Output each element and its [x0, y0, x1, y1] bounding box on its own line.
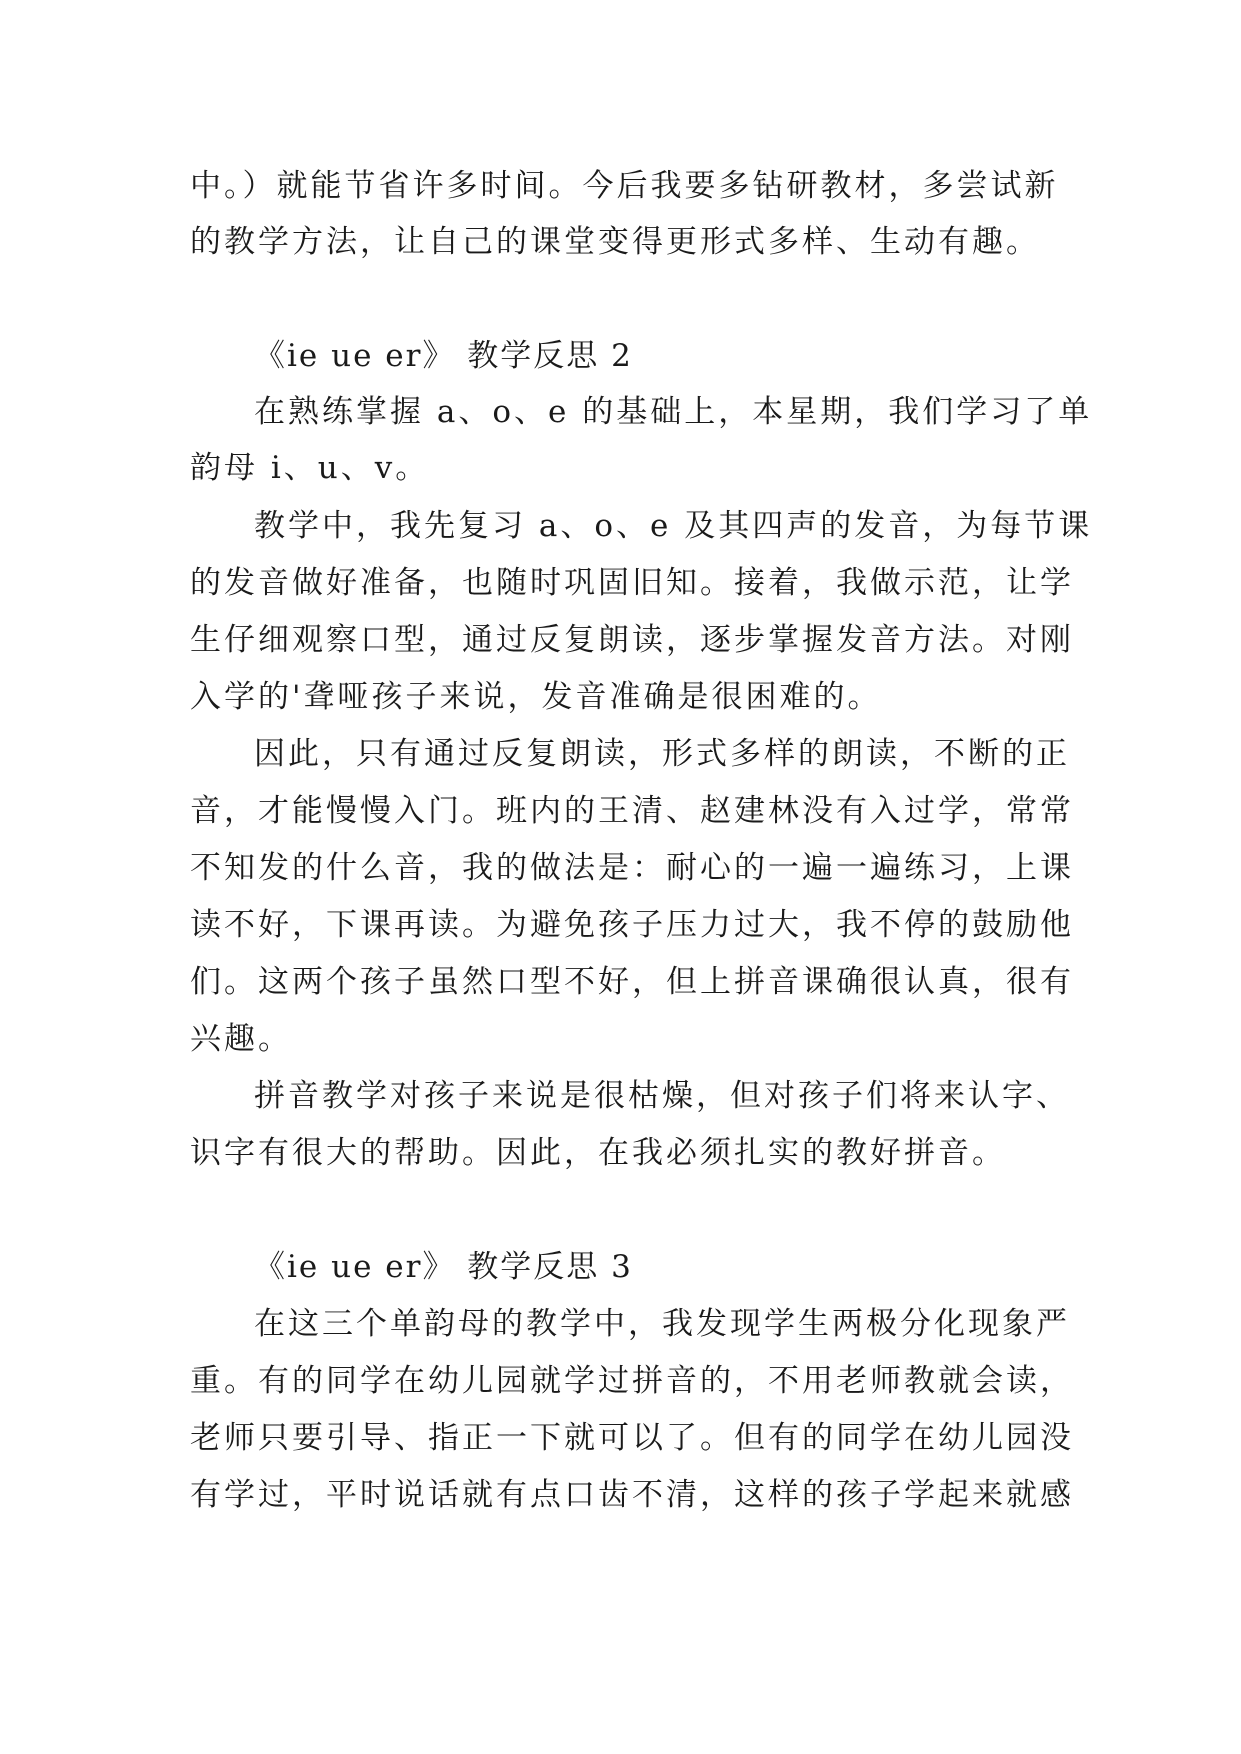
paragraph-first-line: 在熟练掌握 a、o、e 的基础上，本星期，我们学习了单 — [254, 394, 1093, 430]
text-line: 读不好，下课再读。为避免孩子压力过大，我不停的鼓励他 — [190, 907, 1074, 943]
paragraph-first-line: 因此，只有通过反复朗读，形式多样的朗读，不断的正 — [254, 736, 1070, 772]
text-line: 中。）就能节省许多时间。今后我要多钻研教材，多尝试新 — [190, 168, 1059, 204]
text-line: 有学过，平时说话就有点口齿不清，这样的孩子学起来就感 — [190, 1477, 1074, 1513]
text-line: 兴趣。 — [190, 1021, 292, 1057]
paragraph-first-line: 拼音教学对孩子来说是很枯燥，但对孩子们将来认字、 — [254, 1078, 1070, 1114]
text-line: 入学的'聋哑孩子来说，发音准确是很困难的。 — [190, 679, 882, 715]
paragraph-first-line: 教学中，我先复习 a、o、e 及其四声的发音，为每节课 — [254, 508, 1093, 544]
paragraph-first-line: 在这三个单韵母的教学中，我发现学生两极分化现象严 — [254, 1306, 1070, 1342]
text-line: 识字有很大的帮助。因此，在我必须扎实的教好拼音。 — [190, 1135, 1006, 1171]
section-heading: 《ie ue er》 教学反思 3 — [254, 1249, 633, 1285]
text-line: 们。这两个孩子虽然口型不好，但上拼音课确很认真，很有 — [190, 964, 1074, 1000]
text-line: 音，才能慢慢入门。班内的王清、赵建林没有入过学，常常 — [190, 793, 1074, 829]
text-line: 韵母 i、u、v。 — [190, 450, 430, 486]
text-line: 生仔细观察口型，通过反复朗读，逐步掌握发音方法。对刚 — [190, 622, 1074, 658]
text-line: 的发音做好准备，也随时巩固旧知。接着，我做示范，让学 — [190, 565, 1074, 601]
text-line: 老师只要引导、指正一下就可以了。但有的同学在幼儿园没 — [190, 1420, 1074, 1456]
text-line: 的教学方法，让自己的课堂变得更形式多样、生动有趣。 — [190, 224, 1040, 260]
text-line: 重。有的同学在幼儿园就学过拼音的，不用老师教就会读， — [190, 1363, 1074, 1399]
section-heading: 《ie ue er》 教学反思 2 — [254, 338, 633, 374]
text-line: 不知发的什么音，我的做法是：耐心的一遍一遍练习，上课 — [190, 850, 1074, 886]
